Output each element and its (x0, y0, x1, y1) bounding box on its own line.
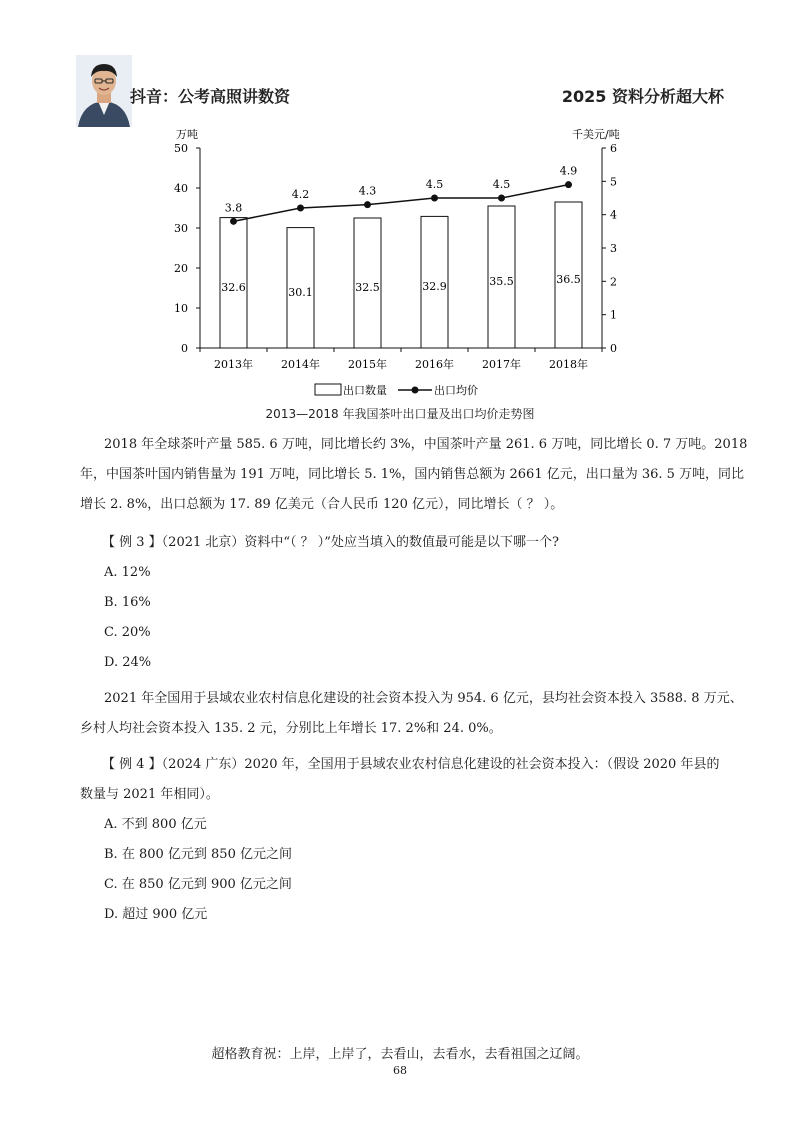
right-tick-label: 5 (610, 175, 617, 189)
bar-value-label: 30.1 (288, 285, 313, 299)
example4-question-line1: 【 例 4 】（2024 广东）2020 年，全国用于县域农业农村信息化建设的社会资本投入：（假设 2020 年县的 (102, 757, 720, 772)
price-value-label: 3.8 (224, 201, 243, 215)
passage1-line1: 2018 年全球茶叶产量 585. 6 万吨，同比增长约 3%，中国茶叶产量 261. 6 万吨，同比增长 0. 7 万吨。2018 (104, 437, 748, 452)
chart-title: 2013—2018 年我国茶叶出口量及出口均价走势图 (265, 407, 535, 421)
example3-option-d: D. 24% (104, 655, 152, 670)
passage1-line2: 年，中国茶叶国内销售量为 191 万吨，同比增长 5. 1%，国内销售总额为 2661 亿元，出口量为 36. 5 万吨，同比 (80, 467, 745, 482)
chart-legend (315, 383, 478, 397)
example3-option-b: B. 16% (104, 595, 151, 610)
example4-option-c: C. 在 850 亿元到 900 亿元之间 (104, 877, 292, 892)
bar-value-label: 32.9 (422, 280, 447, 294)
douyin-account: 抖音：公考高照讲数资 (130, 87, 291, 106)
right-tick-label: 6 (610, 142, 617, 155)
left-tick-label: 20 (174, 262, 188, 275)
price-point (230, 218, 237, 225)
right-tick-label: 1 (610, 308, 617, 322)
left-tick-label: 30 (174, 222, 188, 235)
tea-export-chart (0, 120, 800, 405)
price-value-label: 4.5 (492, 178, 511, 191)
author-avatar (76, 55, 132, 127)
legend-line-label: 出口均价 (434, 384, 478, 397)
price-point (297, 205, 304, 212)
price-line (234, 185, 569, 222)
x-tick-label: 2016年 (415, 358, 454, 371)
passage1-line3: 增长 2. 8%，出口总额为 17. 89 亿美元（合人民币 120 亿元），同比增长（ ？ ）。 (80, 497, 564, 512)
example4-option-a: A. 不到 800 亿元 (104, 817, 207, 832)
right-tick-label: 4 (610, 208, 617, 222)
left-tick-label: 10 (174, 302, 188, 315)
price-value-label: 4.5 (425, 178, 444, 191)
price-value-label: 4.9 (559, 164, 578, 178)
bar-value-label: 32.5 (355, 281, 380, 294)
x-tick-label: 2013年 (214, 358, 253, 371)
left-axis-unit: 万吨 (176, 128, 198, 141)
x-tick-label: 2014年 (281, 358, 320, 371)
price-value-label: 4.3 (358, 184, 377, 198)
series-title: 2025 资料分析超大杯 (561, 87, 724, 106)
page-content (80, 430, 748, 930)
footer-motto: 超格教育祝：上岸，上岸了，去看山，去看水，去看祖国之辽阔。 (211, 1047, 589, 1062)
example3-option-a: A. 12% (104, 565, 151, 580)
x-tick-label: 2015年 (348, 358, 387, 371)
x-tick-label: 2017年 (482, 358, 521, 371)
legend-line-marker (412, 387, 419, 394)
right-tick-label: 2 (610, 275, 617, 289)
right-axis-unit: 千美元/吨 (572, 128, 620, 141)
bar-value-label: 35.5 (489, 275, 514, 288)
price-point (364, 201, 371, 208)
passage2-line1: 2021 年全国用于县域农业农村信息化建设的社会资本投入为 954. 6 亿元，县均社会资本投入 3588. 8 万元、 (104, 691, 743, 706)
example4-option-d: D. 超过 900 亿元 (104, 907, 208, 922)
price-value-label: 4.2 (291, 188, 310, 201)
left-tick-label: 40 (174, 182, 188, 195)
example3-question: 【 例 3 】（2021 北京）资料中“（ ？ ）”处应当填入的数值最可能是以下哪一个? (102, 535, 559, 550)
left-tick-label: 50 (174, 142, 188, 155)
right-tick-label: 3 (610, 242, 617, 255)
example3-option-c: C. 20% (104, 625, 151, 640)
price-point (565, 181, 572, 188)
left-tick-label: 0 (181, 342, 188, 355)
bar-value-label: 32.6 (221, 280, 246, 294)
bar-value-label: 36.5 (556, 273, 581, 286)
example4-question-line2: 数量与 2021 年相同）。 (80, 787, 219, 802)
legend-bar-swatch (315, 384, 341, 395)
right-tick-label: 0 (610, 342, 617, 355)
example4-option-b: B. 在 800 亿元到 850 亿元之间 (104, 847, 292, 862)
page-number: 68 (393, 1064, 407, 1077)
price-point (498, 195, 505, 202)
legend-bar-label: 出口数量 (343, 384, 387, 397)
x-tick-label: 2018年 (549, 358, 588, 371)
page-header (0, 0, 800, 130)
passage2-line2: 乡村人均社会资本投入 135. 2 元，分别比上年增长 17. 2%和 24. 0%。 (80, 721, 502, 736)
price-point (431, 195, 438, 202)
